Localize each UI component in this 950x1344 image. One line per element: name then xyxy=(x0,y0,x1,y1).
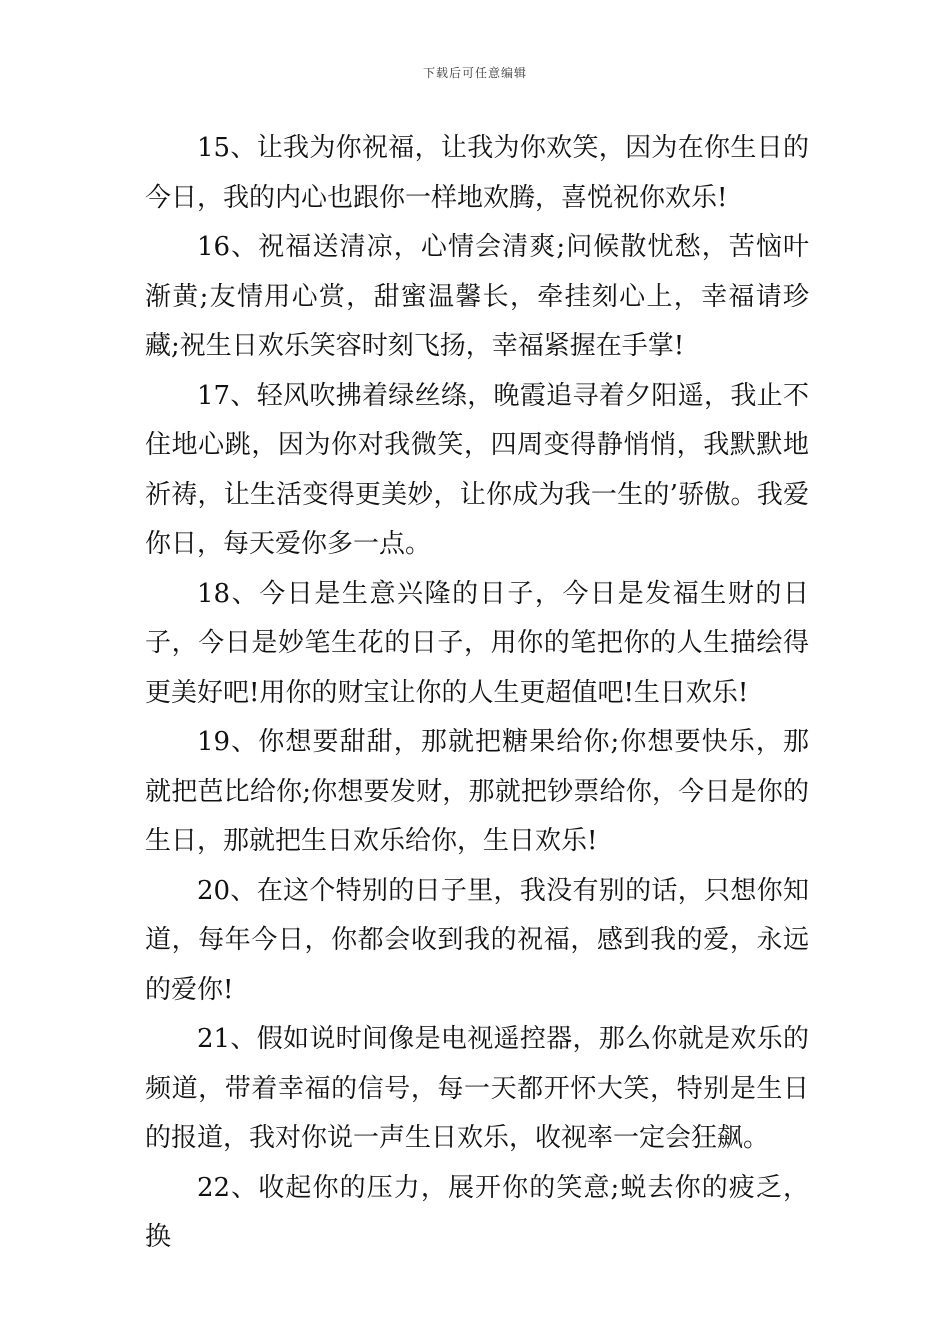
document-body xyxy=(145,124,809,1263)
paragraph-17: 17、轻风吹拂着绿丝绦，晚霞追寻着夕阳遥，我止不住地心跳，因为你对我微笑，四周变得静悄悄，我默默地祈祷，让生活变得更美妙，让你成为我一生的’骄傲。我爱你日，每天爱你多一点。 xyxy=(145,380,809,559)
paragraph-21: 21、假如说时间像是电视遥控器，那么你就是欢乐的频道，带着幸福的信号，每一天都开怀大笑，特别是生日的报道，我对你说一声生日欢乐，收视率一定会狂飙。 xyxy=(145,1024,809,1153)
paragraph-16: 16、祝福送清凉，心情会清爽;问候散忧愁，苦恼叶渐黄;友情用心赏，甜蜜温馨长，牵挂刻心上，幸福请珍藏;祝生日欢乐笑容时刻飞扬，幸福紧握在手掌! xyxy=(145,232,809,361)
paragraph-20: 20、在这个特别的日子里，我没有别的话，只想你知道，每年今日，你都会收到我的祝福，感到我的爱，永远的爱你! xyxy=(145,875,809,1005)
paragraph-15: 15、让我为你祝福，让我为你欢笑，因为在你生日的今日，我的内心也跟你一样地欢腾，喜悦祝你欢乐! xyxy=(145,133,809,213)
paragraph-19: 19、你想要甜甜，那就把糖果给你;你想要快乐，那就把芭比给你;你想要发财，那就把钞票给你，今日是你的生日，那就把生日欢乐给你，生日欢乐! xyxy=(145,727,809,856)
paragraph-18: 18、今日是生意兴隆的日子，今日是发福生财的日子，今日是妙笔生花的日子，用你的笔把你的人生描绘得更美好吧!用你的财宝让你的人生更超值吧!生日欢乐! xyxy=(145,578,809,708)
paragraph-22: 22、收起你的压力，展开你的笑意;蜕去你的疲乏，换 xyxy=(145,1172,809,1252)
page-header: 下载后可任意编辑 xyxy=(422,66,527,80)
